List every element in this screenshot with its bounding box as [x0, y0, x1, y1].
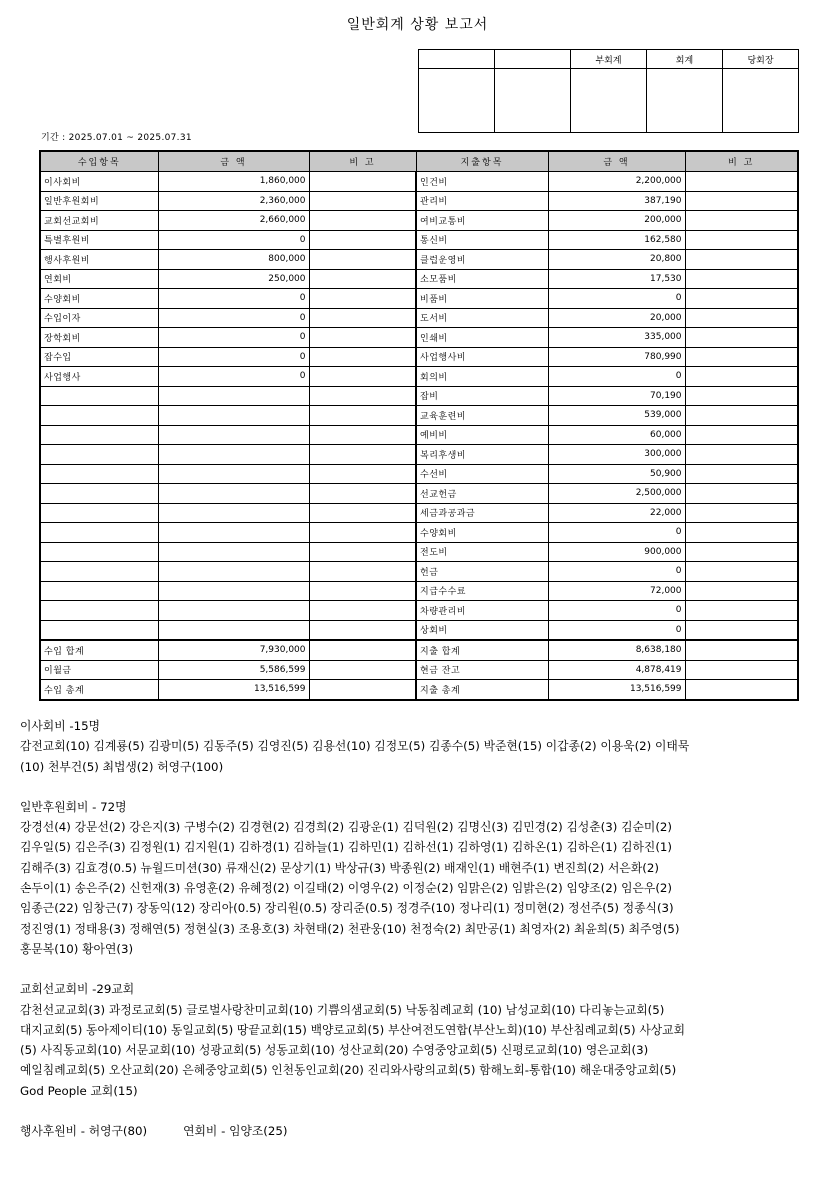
- churches-line: God People 교회(15): [20, 1083, 138, 1098]
- income-item: 수입 총계: [40, 680, 158, 700]
- report-period: 기간 : 2025.07.01 ~ 2025.07.31: [41, 133, 192, 143]
- expense-remark: [685, 445, 798, 465]
- expense-remark: [685, 425, 798, 445]
- income-remark: [309, 464, 416, 484]
- ledger-row: [40, 250, 798, 270]
- expense-item: 사업행사비: [416, 347, 548, 367]
- expense-amount: 162,580: [548, 230, 685, 250]
- expense-item: 소모품비: [416, 269, 548, 289]
- expense-amount: 72,000: [548, 581, 685, 601]
- income-item: [40, 425, 158, 445]
- expense-amount: 0: [548, 523, 685, 543]
- ledger-row: [40, 308, 798, 328]
- supporters-line: 강경선(4) 강문선(2) 강은지(3) 구병수(2) 김경현(2) 김경희(2) 김광운(1) 김덕원(2) 김명신(3) 김민경(2) 김성춘(3) 김순미(2): [20, 820, 673, 835]
- ledger-row: [40, 523, 798, 543]
- directors-line: 감전교회(10) 김계룡(5) 김광미(5) 김동주(5) 김영진(5) 김용선(10) 김정모(5) 김종수(5) 박준현(15) 이갑종(2) 이용욱(2) 이태묵: [20, 739, 690, 754]
- ledger-row: [40, 464, 798, 484]
- ledger-row: [40, 406, 798, 426]
- ledger-total-row: [40, 640, 798, 660]
- expense-remark: [685, 542, 798, 562]
- supporters-line: 김해주(3) 김효경(0.5) 뉴월드미션(30) 류재신(2) 문상기(1) 박상규(3) 박종원(2) 배재인(1) 배현주(1) 변진희(2) 서은화(2): [20, 860, 659, 875]
- expense-amount: 22,000: [548, 503, 685, 523]
- ledger-row: [40, 503, 798, 523]
- expense-amount: 13,516,599: [548, 680, 685, 700]
- expense-item: 클럽운영비: [416, 250, 548, 270]
- supporters-line: 김우일(5) 김은주(3) 김정원(1) 김지원(1) 김하경(1) 김하늘(1) 김하민(1) 김하선(1) 김하영(1) 김하온(1) 김하은(1) 김하진(1): [20, 840, 673, 855]
- expense-remark: [685, 230, 798, 250]
- ledger-row: [40, 328, 798, 348]
- approval-cell: [571, 69, 647, 133]
- expense-item: 지급수수료: [416, 581, 548, 601]
- income-amount: [158, 386, 309, 406]
- income-amount: 0: [158, 289, 309, 309]
- expense-item: 관리비: [416, 191, 548, 211]
- expense-remark: [685, 191, 798, 211]
- ledger-row: [40, 172, 798, 192]
- expense-amount: 780,990: [548, 347, 685, 367]
- ledger-row: [40, 289, 798, 309]
- supporters-heading: 일반후원회비 - 72명: [20, 799, 127, 814]
- expense-amount: 70,190: [548, 386, 685, 406]
- expense-remark: [685, 660, 798, 680]
- churches-heading: 교회선교회비 -29교회: [20, 982, 135, 997]
- income-remark: [309, 172, 416, 192]
- income-remark: [309, 445, 416, 465]
- income-item: [40, 484, 158, 504]
- income-remark: [309, 601, 416, 621]
- expense-amount: 20,800: [548, 250, 685, 270]
- income-item: [40, 445, 158, 465]
- income-item: 장학회비: [40, 328, 158, 348]
- expense-item: 지출 합계: [416, 640, 548, 660]
- ledger-row: [40, 601, 798, 621]
- expense-remark: [685, 523, 798, 543]
- expense-item: 회의비: [416, 367, 548, 387]
- ledger-row: [40, 581, 798, 601]
- income-item: [40, 406, 158, 426]
- income-amount: [158, 523, 309, 543]
- income-remark: [309, 289, 416, 309]
- ledger-row: [40, 211, 798, 231]
- income-remark: [309, 523, 416, 543]
- expense-remark: [685, 308, 798, 328]
- header-expense-remark: 비 고: [685, 151, 798, 172]
- income-item: 이월금: [40, 660, 158, 680]
- income-item: [40, 542, 158, 562]
- income-item: [40, 523, 158, 543]
- expense-amount: 0: [548, 367, 685, 387]
- income-remark: [309, 308, 416, 328]
- income-item: 수양회비: [40, 289, 158, 309]
- income-item: 연회비: [40, 269, 158, 289]
- approval-cell: [495, 69, 571, 133]
- expense-remark: [685, 211, 798, 231]
- expense-amount: 0: [548, 601, 685, 621]
- expense-item: 인쇄비: [416, 328, 548, 348]
- income-item: 사업행사: [40, 367, 158, 387]
- expense-amount: 900,000: [548, 542, 685, 562]
- income-remark: [309, 581, 416, 601]
- income-amount: 250,000: [158, 269, 309, 289]
- approval-cell: [723, 69, 799, 133]
- expense-amount: 20,000: [548, 308, 685, 328]
- supporters-line: 정진영(1) 정태용(3) 정해연(5) 정현실(3) 조용호(3) 차현태(2) 천관웅(10) 천정숙(2) 최만공(1) 최영자(2) 최윤희(5) 최주영(5): [20, 921, 680, 936]
- income-amount: [158, 406, 309, 426]
- income-item: 특별후원비: [40, 230, 158, 250]
- income-amount: 1,860,000: [158, 172, 309, 192]
- directors-line: (10) 천부건(5) 최법생(2) 허영구(100): [20, 759, 224, 774]
- income-amount: [158, 620, 309, 640]
- income-item: 일반후원회비: [40, 191, 158, 211]
- expense-amount: 2,500,000: [548, 484, 685, 504]
- income-amount: [158, 503, 309, 523]
- expense-item: 지출 총계: [416, 680, 548, 700]
- income-remark: [309, 425, 416, 445]
- expense-amount: 300,000: [548, 445, 685, 465]
- expense-amount: 60,000: [548, 425, 685, 445]
- income-item: [40, 620, 158, 640]
- churches-line: 감천선교교회(3) 과정로교회(5) 글로벌사랑찬미교회(10) 기쁨의샘교회(5) 낙동침례교회 (10) 남성교회(10) 다리놓는교회(5): [20, 1002, 665, 1017]
- income-remark: [309, 503, 416, 523]
- ledger-row: [40, 191, 798, 211]
- income-amount: 5,586,599: [158, 660, 309, 680]
- income-item: [40, 562, 158, 582]
- expense-item: 헌금: [416, 562, 548, 582]
- expense-remark: [685, 367, 798, 387]
- income-amount: [158, 542, 309, 562]
- ledger-row: [40, 542, 798, 562]
- expense-amount: 387,190: [548, 191, 685, 211]
- income-item: 잡수입: [40, 347, 158, 367]
- income-item: [40, 601, 158, 621]
- ledger-row: [40, 562, 798, 582]
- income-amount: 0: [158, 347, 309, 367]
- header-income-amount: 금 액: [158, 151, 309, 172]
- expense-amount: 2,200,000: [548, 172, 685, 192]
- expense-item: 상회비: [416, 620, 548, 640]
- income-amount: 13,516,599: [158, 680, 309, 700]
- income-remark: [309, 250, 416, 270]
- expense-amount: 17,530: [548, 269, 685, 289]
- income-remark: [309, 230, 416, 250]
- approval-header: [495, 50, 571, 69]
- income-remark: [309, 328, 416, 348]
- income-amount: 0: [158, 367, 309, 387]
- ledger-total-row: [40, 680, 798, 700]
- churches-line: (5) 사직동교회(10) 서문교회(10) 성광교회(5) 성동교회(10) 성산교회(20) 수영중앙교회(5) 신평로교회(10) 영은교회(3): [20, 1043, 649, 1058]
- income-remark: [309, 386, 416, 406]
- expense-item: 통신비: [416, 230, 548, 250]
- supporters-line: 임종근(22) 임창근(7) 장동익(12) 장리아(0.5) 장리원(0.5) 장리준(0.5) 정경주(10) 정나리(1) 정미현(2) 정선주(5) 정종식(3): [20, 901, 674, 916]
- expense-remark: [685, 269, 798, 289]
- income-amount: [158, 445, 309, 465]
- event-annual-line: [20, 1121, 820, 1141]
- expense-item: 수선비: [416, 464, 548, 484]
- income-remark: [309, 367, 416, 387]
- expense-amount: 50,900: [548, 464, 685, 484]
- income-amount: [158, 464, 309, 484]
- expense-amount: 0: [548, 620, 685, 640]
- expense-item: 예비비: [416, 425, 548, 445]
- expense-remark: [685, 503, 798, 523]
- income-item: 수입 합계: [40, 640, 158, 660]
- ledger-row: [40, 347, 798, 367]
- income-amount: [158, 425, 309, 445]
- income-item: [40, 464, 158, 484]
- report-title: 일반회계 상황 보고서: [346, 17, 489, 33]
- expense-remark: [685, 250, 798, 270]
- income-amount: [158, 484, 309, 504]
- event-support-note: 행사후원비 - 허영구(80): [20, 1124, 148, 1139]
- directors-heading: 이사회비 -15명: [20, 719, 100, 733]
- churches-line: 대지교회(5) 동아제이티(10) 동일교회(5) 땅끝교회(15) 백양로교회(5) 부산여전도연합(부산노회)(10) 부산침례교회(5) 사상교회: [20, 1022, 685, 1037]
- income-amount: [158, 562, 309, 582]
- expense-item: 잡비: [416, 386, 548, 406]
- header-expense-item: 지출항목: [416, 151, 548, 172]
- ledger-row: [40, 386, 798, 406]
- header-expense-amount: 금 액: [548, 151, 685, 172]
- expense-remark: [685, 680, 798, 700]
- header-income-item: 수입항목: [40, 151, 158, 172]
- ledger-row: [40, 425, 798, 445]
- approval-header-treasurer: 회계: [647, 50, 723, 69]
- approval-header-vice-treasurer: 부회계: [571, 50, 647, 69]
- income-item: [40, 503, 158, 523]
- expense-remark: [685, 601, 798, 621]
- income-remark: [309, 191, 416, 211]
- expense-amount: 8,638,180: [548, 640, 685, 660]
- ledger-row: [40, 445, 798, 465]
- income-remark: [309, 406, 416, 426]
- income-remark: [309, 562, 416, 582]
- income-remark: [309, 347, 416, 367]
- ledger-body: [40, 172, 798, 700]
- expense-item: 차량관리비: [416, 601, 548, 621]
- expense-item: 교육훈련비: [416, 406, 548, 426]
- approval-header: [419, 50, 495, 69]
- expense-item: 도서비: [416, 308, 548, 328]
- expense-item: 전도비: [416, 542, 548, 562]
- approval-header-pastor: 당회장: [723, 50, 799, 69]
- income-amount: 0: [158, 328, 309, 348]
- expense-remark: [685, 640, 798, 660]
- annual-fee-note: 연회비 - 임양조(25): [183, 1124, 288, 1139]
- expense-remark: [685, 386, 798, 406]
- expense-remark: [685, 406, 798, 426]
- expense-remark: [685, 172, 798, 192]
- income-remark: [309, 269, 416, 289]
- expense-item: 선교헌금: [416, 484, 548, 504]
- expense-item: 복리후생비: [416, 445, 548, 465]
- ledger-row: [40, 230, 798, 250]
- expense-remark: [685, 289, 798, 309]
- header-income-remark: 비 고: [309, 151, 416, 172]
- supporters-line: 손두이(1) 송은주(2) 신헌재(3) 유영훈(2) 유혜정(2) 이길태(2) 이영우(2) 이정순(2) 임맑은(2) 임밝은(2) 임양조(2) 임은우(2): [20, 881, 673, 896]
- income-remark: [309, 680, 416, 700]
- income-remark: [309, 660, 416, 680]
- approval-box: [418, 49, 799, 133]
- expense-remark: [685, 620, 798, 640]
- income-amount: [158, 601, 309, 621]
- income-item: [40, 386, 158, 406]
- income-amount: [158, 581, 309, 601]
- expense-remark: [685, 328, 798, 348]
- income-amount: 0: [158, 308, 309, 328]
- ledger-row: [40, 484, 798, 504]
- income-remark: [309, 484, 416, 504]
- expense-remark: [685, 464, 798, 484]
- expense-amount: 539,000: [548, 406, 685, 426]
- income-amount: 7,930,000: [158, 640, 309, 660]
- approval-cell: [647, 69, 723, 133]
- income-amount: 0: [158, 230, 309, 250]
- expense-remark: [685, 484, 798, 504]
- income-amount: 800,000: [158, 250, 309, 270]
- income-remark: [309, 542, 416, 562]
- expense-item: 수양회비: [416, 523, 548, 543]
- churches-line: 예일침례교회(5) 오산교회(20) 은혜중앙교회(5) 인천동인교회(20) 진리와사랑의교회(5) 함해노회-통합(10) 해운대중앙교회(5): [20, 1063, 677, 1078]
- income-item: 이사회비: [40, 172, 158, 192]
- approval-cell: [419, 69, 495, 133]
- income-item: 수입이자: [40, 308, 158, 328]
- income-remark: [309, 620, 416, 640]
- notes-section: [20, 716, 820, 1141]
- income-remark: [309, 640, 416, 660]
- ledger-row: [40, 269, 798, 289]
- ledger-row: [40, 367, 798, 387]
- expense-amount: 4,878,419: [548, 660, 685, 680]
- income-item: 행사후원비: [40, 250, 158, 270]
- expense-amount: 335,000: [548, 328, 685, 348]
- expense-item: 인건비: [416, 172, 548, 192]
- supporters-line: 홍문복(10) 황아연(3): [20, 941, 134, 956]
- income-remark: [309, 211, 416, 231]
- expense-amount: 0: [548, 562, 685, 582]
- expense-remark: [685, 562, 798, 582]
- ledger-row: [40, 620, 798, 640]
- expense-remark: [685, 347, 798, 367]
- income-item: [40, 581, 158, 601]
- expense-amount: 0: [548, 289, 685, 309]
- expense-item: 여비교통비: [416, 211, 548, 231]
- expense-amount: 200,000: [548, 211, 685, 231]
- expense-item: 현금 잔고: [416, 660, 548, 680]
- expense-item: 비품비: [416, 289, 548, 309]
- income-amount: 2,360,000: [158, 191, 309, 211]
- expense-item: 세금과공과금: [416, 503, 548, 523]
- ledger-total-row: [40, 660, 798, 680]
- income-amount: 2,660,000: [158, 211, 309, 231]
- ledger-table: [39, 150, 799, 701]
- income-item: 교회선교회비: [40, 211, 158, 231]
- expense-remark: [685, 581, 798, 601]
